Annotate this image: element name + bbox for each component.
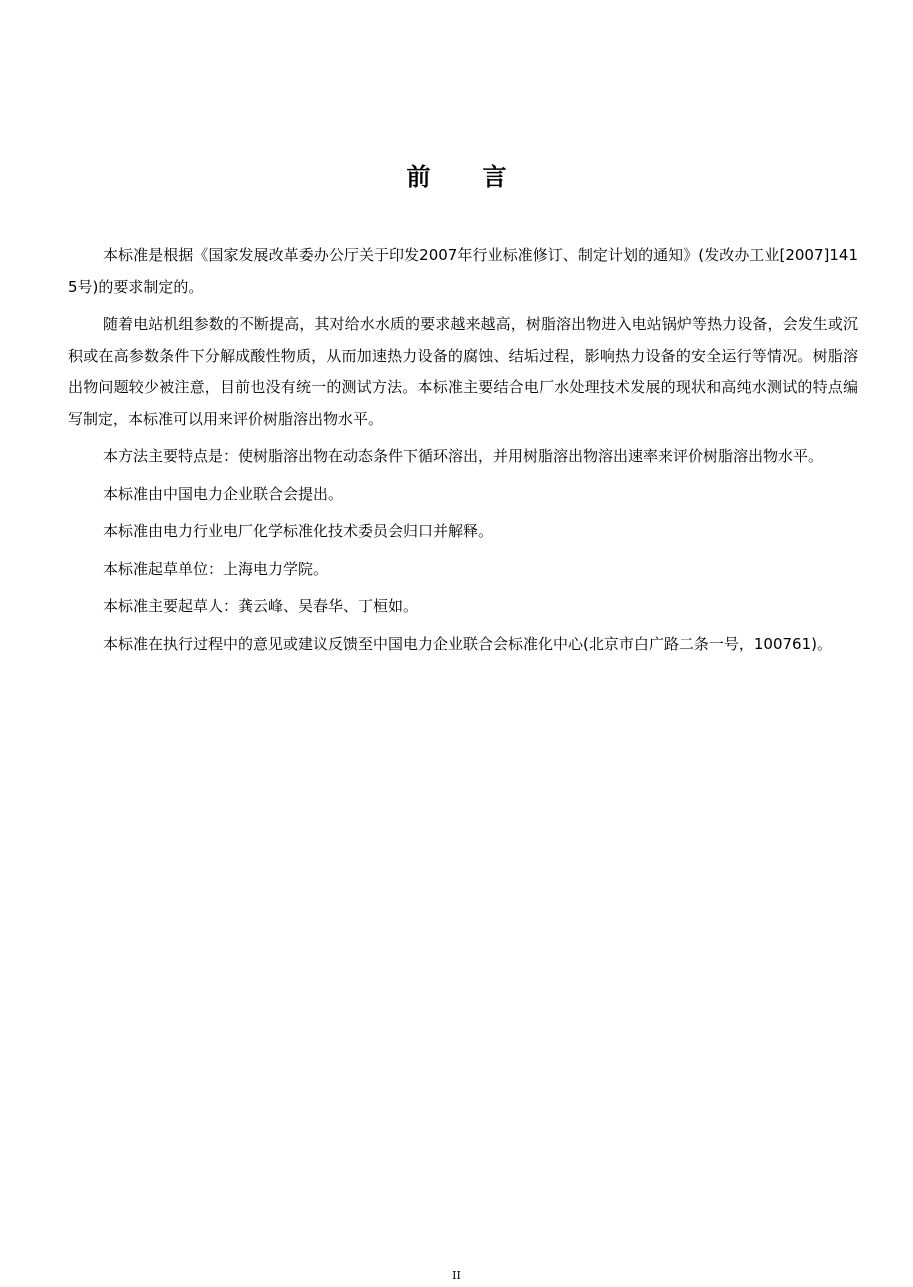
paragraph-drafters: 本标准主要起草人：龚云峰、吴春华、丁桓如。: [103, 597, 419, 615]
foreword-body: [68, 240, 858, 666]
paragraph-background: 随着电站机组参数的不断提高，其对给水水质的要求越来越高，树脂溶出物进入电站锅炉等热力设备，会发生或沉积或在高参数条件下分解成酸性物质，从而加速热力设备的腐蚀、结垢过程，影响热力设备的安全运行等情况。树脂溶出物问题较少被注意，目前也没有统一的测试方法。本标准主要结合电厂水处理技术发展的现状和高纯水测试的特点编写制定，本标准可以用来评价树脂溶出物水平。: [68, 315, 858, 428]
page-number: II: [452, 1269, 461, 1282]
paragraph-feedback: 本标准在执行过程中的意见或建议反馈至中国电力企业联合会标准化中心(北京市白广路二条一号，100761)。: [103, 634, 832, 653]
paragraph-basis: 本标准是根据《国家发展改革委办公厅关于印发2007年行业标准修订、制定计划的通知》(发改办工业[2007]1415号)的要求制定的。: [68, 246, 858, 296]
paragraph-drafting-unit: 本标准起草单位：上海电力学院。: [103, 559, 329, 578]
page-title: 前言: [406, 163, 559, 191]
paragraph-interpreter: 本标准由电力行业电厂化学标准化技术委员会归口并解释。: [103, 522, 494, 540]
paragraph-method-features: 本方法主要特点是：使树脂溶出物在动态条件下循环溶出，并用树脂溶出物溶出速率来评价树脂溶出物水平。: [103, 447, 824, 465]
paragraph-proposer: 本标准由中国电力企业联合会提出。: [103, 484, 344, 503]
